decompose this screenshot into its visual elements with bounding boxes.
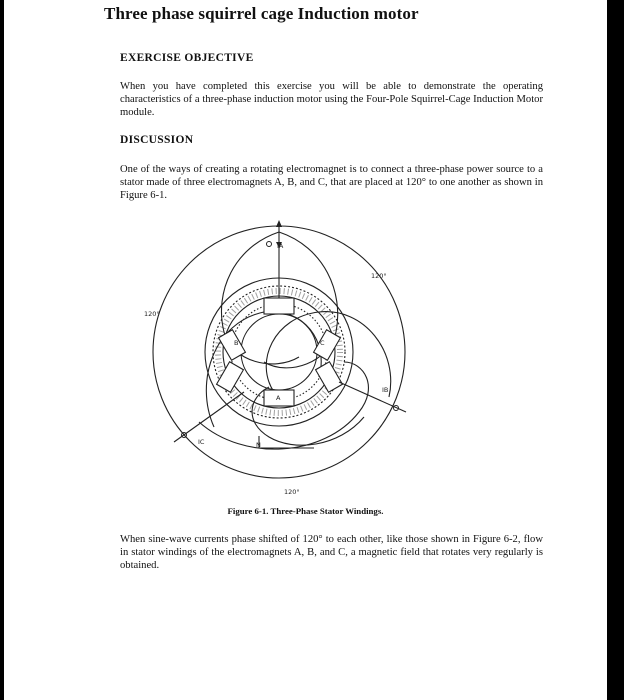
neutral-label: N bbox=[256, 441, 261, 449]
objective-paragraph: When you have completed this exercise you will be able to demonstrate the operating characteristics of a three-phase induction motor using the Four-Pole Squirrel-Cage Induction Motor module. bbox=[120, 81, 543, 118]
angle-bottom-label: 120° bbox=[284, 488, 300, 496]
current-b-label: IB bbox=[382, 386, 389, 394]
pole-b-label: B bbox=[234, 339, 239, 347]
document-page bbox=[4, 0, 607, 700]
discussion-heading: DISCUSSION bbox=[120, 134, 194, 146]
current-a-label: IA bbox=[277, 242, 284, 250]
figure-caption: Figure 6-1. Three-Phase Stator Windings. bbox=[227, 506, 384, 516]
stator-diagram bbox=[124, 212, 444, 508]
pole-c-label: C bbox=[320, 339, 325, 347]
document-title: Three phase squirrel cage Induction motor bbox=[104, 4, 419, 23]
current-c-label: IC bbox=[198, 438, 205, 446]
after-figure-paragraph: When sine-wave currents phase shifted of 120° to each other, like those shown in Figure 6-2, flow in stator windings of the electromagnets A, B, and C, a magnetic field that rotates very regularly is obtained. bbox=[120, 534, 543, 571]
discussion-paragraph: One of the ways of creating a rotating electromagnet is to connect a three-phase power source to a stator made of three electromagnets A, B, and C, that are placed at 120° to one another as shown in Figure 6-1. bbox=[120, 164, 543, 201]
objective-heading: EXERCISE OBJECTIVE bbox=[120, 52, 254, 64]
angle-left-label: 120° bbox=[144, 310, 160, 318]
stator-windings-figure bbox=[124, 212, 444, 508]
right-border bbox=[607, 0, 624, 700]
angle-top-right-label: 120° bbox=[371, 272, 387, 280]
pole-a-label: A bbox=[276, 394, 281, 402]
